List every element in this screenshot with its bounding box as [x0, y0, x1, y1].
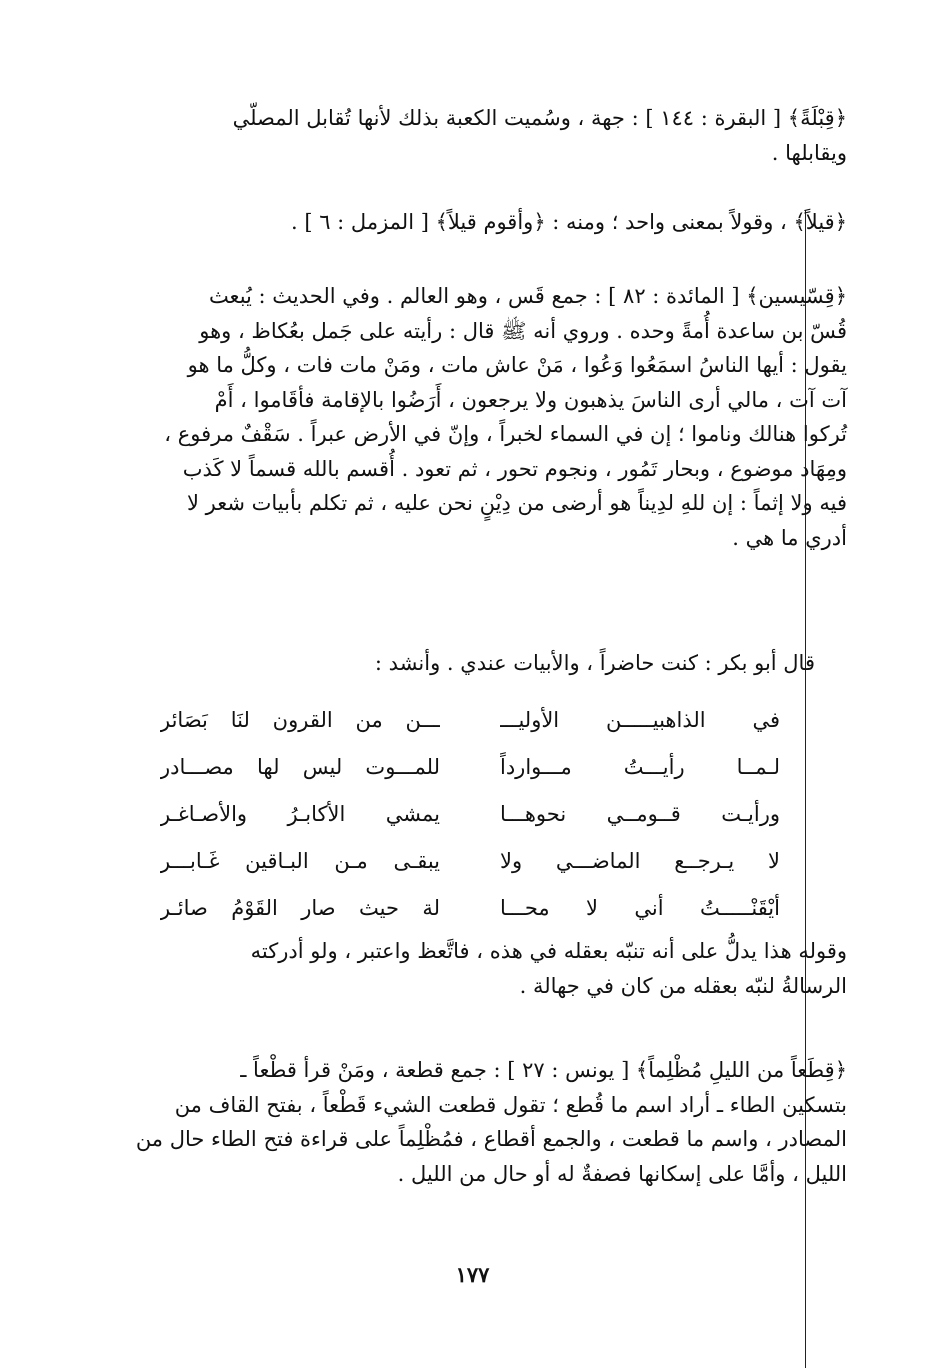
entry-line: فيه ولا إثماً : إن للهِ لدِيناً هو أرضى من دِيْنٍ نحن عليه ، ثم تكلم بأبيات شعر لا [186, 491, 847, 515]
entry-qissisin [95, 279, 847, 555]
verse-second-hemistich: يبقـى مـن البـاقين غَـابـــر [160, 849, 440, 873]
verse-first-hemistich: لا يـرجــع الماضـــي ولا [500, 849, 780, 873]
entry-line: أدري ما هي . [732, 525, 847, 550]
verse-first-hemistich: أيْقَنْـــــتُ أني لا محـــا [500, 896, 780, 920]
verse-first-hemistich: ورأيـت قــومــي نحوهـــا [500, 802, 780, 826]
entry-abu-bakr [95, 646, 815, 681]
entry-line: وقوله هذا يدلُّ على أنه تنبّه بعقله في هذه ، فاتَّعظ واعتبر ، ولو أدركته [250, 939, 847, 963]
entry-line: ﴿قِطَعاً من الليلِ مُظْلِماً﴾ [ يونس : ٢٧ ] : جمع قطعة ، ومَنْ قرأ قطْعاً ـ [240, 1058, 847, 1082]
entry-qiblatan [95, 101, 847, 170]
entry-line: قُسّ بن ساعدة أُمةً وحده . وروي أنه ﷺ قال : رأيته على جَمل بعُكاظ ، وهو [199, 318, 847, 343]
entry-line: ﴿قِبْلَةً﴾ [ البقرة : ١٤٤ ] : جهة ، وسُميت الكعبة بذلك لأنها تُقابل المصلّي [232, 106, 847, 130]
verse-first-hemistich: لـمــا رأيـــتُ مـــوارداً [500, 755, 780, 779]
entry-qitaan [95, 1053, 847, 1191]
verse-second-hemistich: يمشي الأكابـرُ والأصـاغـر [160, 802, 440, 826]
entry-line: آت آت ، مالي أرى الناسَ يذهبون ولا يرجعون ، أَرَضُوا بالإقامة فأقَاموا ، أَمْ [214, 387, 847, 412]
poem-verse [160, 697, 780, 744]
poem-verse [160, 838, 780, 885]
verse-second-hemistich: ـــن من القرون لنَا بَصَائر [160, 708, 440, 732]
verse-first-hemistich: في الذاهبيـــــن الأوليـــ [500, 708, 780, 732]
verse-second-hemistich: لة حيث صار القَوْمُ صائـر [160, 896, 440, 920]
entry-line: ويقابلها . [771, 140, 847, 165]
poem-verse [160, 885, 780, 932]
poem-verse [160, 744, 780, 791]
verse-second-hemistich: للمـــوت ليس لها مصـــادر [160, 755, 440, 779]
entry-line: يقول : أيها الناسُ اسمَعُوا وَعُوا ، مَنْ عاش مات ، ومَنْ مات فات ، وكلُّ ما هو [187, 353, 847, 377]
entry-line: قال أبو بكر : كنت حاضراً ، والأبيات عندي . وأنشد : [374, 651, 815, 675]
entry-qilan [95, 205, 847, 240]
entry-line: ﴿قِسّيسين﴾ [ المائدة : ٨٢ ] : جمع قَس ، وهو العالم . وفي الحديث : يُبعث [208, 284, 847, 308]
poem [160, 697, 780, 932]
poem-verse [160, 791, 780, 838]
entry-line: ﴿قيلاً﴾ ، وقولاً بمعنى واحد ؛ ومنه : ﴿وأقوم قيلاً﴾ [ المزمل : ٦ ] . [290, 210, 847, 234]
entry-line: الليل ، وأمَّا على إسكانها فصفةٌ له أو حال من الليل . [397, 1161, 847, 1186]
entry-line: بتسكين الطاء ـ أراد اسم ما قُطع ؛ تقول قطعت الشيء قَطْعاً ، بفتح القاف من [174, 1092, 847, 1117]
entry-line: ومِهَاد موضوع ، وبحار تَمُور ، ونجوم تحور ، ثم تعود . أُقسم بالله قسماً لا كَذب [182, 456, 847, 481]
entry-line: المصادر ، واسم ما قطعت ، والجمع أقطاع ، فمُظْلِماً على قراءة فتح الطاء حال من [135, 1127, 847, 1151]
entry-commentary [95, 934, 847, 1003]
entry-line: الرسالةُ لنبّه بعقله من كان في جهالة . [519, 973, 847, 998]
page-number: ١٧٧ [455, 1262, 490, 1287]
entry-line: تُركوا هنالك وناموا ؛ إن في السماء لخبراً ، وإنّ في الأرض عبراً . سَقْفٌ مرفوع ، [164, 422, 847, 446]
